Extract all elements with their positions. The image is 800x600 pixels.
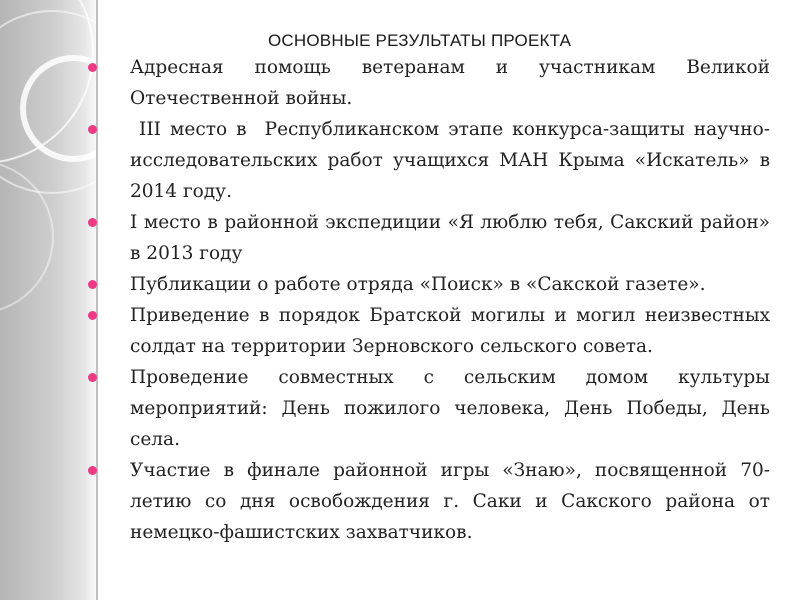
bullet-icon: [88, 466, 97, 475]
side-divider: [96, 0, 98, 600]
list-item: [130, 114, 776, 207]
slide-title: ОСНОВНЫЕ РЕЗУЛЬТАТЫ ПРОЕКТА: [268, 31, 572, 50]
bullet-icon: [88, 63, 97, 72]
bullet-icon: [88, 218, 97, 227]
list-item-text: Адресная помощь ветеранам и участникам Великой Отечественной войны.: [130, 57, 770, 109]
list-item: [130, 455, 770, 548]
list-item-text: Проведение совместных с сельским домом культуры мероприятий: День пожилого человека, День Победы, День села.: [130, 367, 770, 450]
list-item: [130, 269, 770, 300]
list-item-text: III место в Республиканском этапе конкурса-защиты научно-исследовательских работ учащихся МАН Крыма «Искатель» в 2014 году.: [130, 119, 776, 202]
bullet-icon: [88, 373, 97, 382]
list-item-text: Публикации о работе отряда «Поиск» в «Сакской газете».: [130, 274, 706, 295]
list-item-text: Приведение в порядок Братской могилы и могил неизвестных солдат на территории Зерновского сельского совета.: [130, 305, 770, 357]
list-item-text: Участие в финале районной игры «Знаю», посвященной 70-летию со дня освобождения г. Саки и Сакского района от немецко-фашистских захватчиков.: [130, 460, 770, 543]
bullet-icon: [88, 311, 97, 320]
list-item: [130, 362, 770, 455]
decorative-side-panel: [0, 0, 100, 600]
list-item: [130, 52, 770, 114]
bullet-icon: [88, 280, 97, 289]
list-item: [130, 300, 770, 362]
bullet-icon: [88, 125, 97, 134]
list-item-text: I место в районной экспедиции «Я люблю тебя, Сакский район» в 2013 году: [130, 212, 770, 264]
results-list: [130, 52, 776, 548]
list-item: [130, 207, 770, 269]
